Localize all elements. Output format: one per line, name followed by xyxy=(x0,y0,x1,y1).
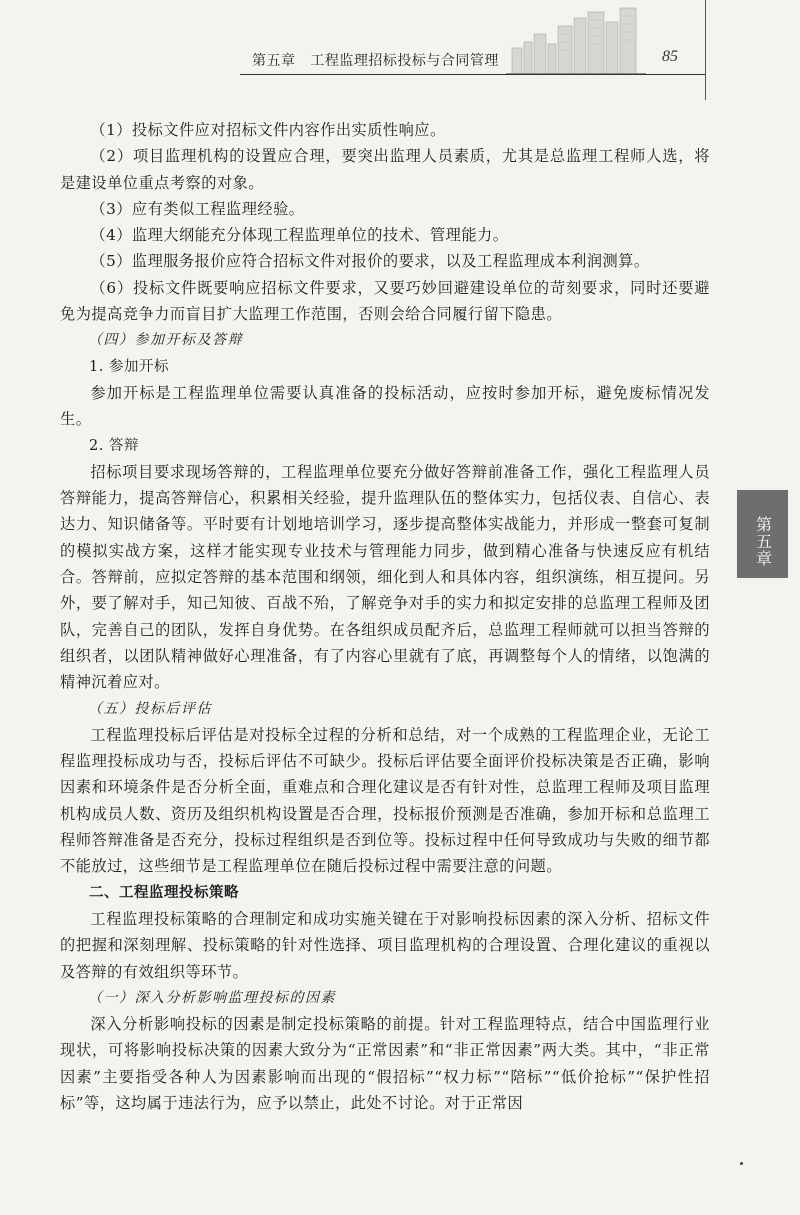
body-paragraph: 工程监理投标后评估是对投标全过程的分析和总结，对一个成熟的工程监理企业，无论工程监理投标成功与否，投标后评估不可缺少。投标后评估要全面评价投标决策是否正确，影响因素和环境条件是否分析全面，重难点和合理化建议是否有针对性，总监理工程师及项目监理机构成员人数、资历及组织机构设置是否合理，投标报价预测是否准确，参加开标和总监理工程师答辩准备是否充分，投标过程组织是否到位等。投标过程中任何导致成功与失败的细节都不能放过，这些细节是工程监理单位在随后投标过程中需要注意的问题。 xyxy=(60,725,710,876)
body-paragraph: 深入分析影响投标的因素是制定投标策略的前提。针对工程监理特点，结合中国监理行业现状，可将影响投标决策的因素大致分为“正常因素”和“非正常因素”两大类。其中，“非正常因素”主要指受各种人为因素影响而出现的“假招标”“权力标”“陪标”“低价抢标”“保护性招标”等，这均属于违法行为，应予以禁止，此处不讨论。对于正常因 xyxy=(60,1015,710,1112)
print-speck xyxy=(740,1162,743,1165)
running-header xyxy=(248,44,708,74)
body-paragraph: 参加开标是工程监理单位需要认真准备的投标活动，应按时参加开标，避免废标情况发生。 xyxy=(60,383,710,429)
skyline-illustration-icon xyxy=(506,4,646,74)
numbered-heading: 2. 答辩 xyxy=(89,437,139,454)
numbered-heading: 1. 参加开标 xyxy=(89,358,169,375)
page-number: 85 xyxy=(662,48,678,65)
header-chapter-title: 工程监理招标投标与合同管理 xyxy=(310,53,499,69)
running-header-title xyxy=(252,50,499,70)
body-paragraph: 工程监理投标策略的合理制定和成功实施关键在于对影响投标因素的深入分析、招标文件的把握和深刻理解、投标策略的针对性选择、项目监理机构的合理设置、合理化建议的重视以及答辩的有效组织等环节。 xyxy=(60,909,710,981)
page-edge-line xyxy=(705,0,706,100)
body-paragraph: （3）应有类似工程监理经验。 xyxy=(90,199,305,218)
chapter-side-tab: 第五章 xyxy=(737,490,788,578)
page-body xyxy=(60,117,710,1116)
body-paragraph: （6）投标文件既要响应招标文件要求，又要巧妙回避建设单位的苛刻要求，同时还要避免为提高竞争力而盲目扩大监理工作范围，否则会给合同履行留下隐患。 xyxy=(60,278,710,324)
body-paragraph: （5）监理服务报价应符合招标文件对报价的要求，以及工程监理成本利润测算。 xyxy=(90,252,650,271)
body-paragraph: （2）项目监理机构的设置应合理，要突出监理人员素质，尤其是总监理工程师人选，将是建设单位重点考察的对象。 xyxy=(60,147,710,192)
subsection-heading: （一）深入分析影响监理投标的因素 xyxy=(88,989,336,1006)
section-heading: 二、工程监理投标策略 xyxy=(89,884,239,901)
subsection-heading: （五）投标后评估 xyxy=(88,700,212,717)
body-paragraph: （1）投标文件应对招标文件内容作出实质性响应。 xyxy=(90,121,446,139)
subsection-heading: （四）参加开标及答辩 xyxy=(88,332,243,349)
header-rule xyxy=(240,74,706,75)
header-chapter: 第五章 xyxy=(252,53,296,69)
body-paragraph: （4）监理大纲能充分体现工程监理单位的技术、管理能力。 xyxy=(90,226,509,245)
body-paragraph: 招标项目要求现场答辩的，工程监理单位要充分做好答辩前准备工作，强化工程监理人员答辩能力，提高答辩信心，积累相关经验，提升监理队伍的整体实力，包括仪表、自信心、表达力、知识储备等。平时要有计划地培训学习，逐步提高整体实战能力，并形成一整套可复制的模拟实战方案，这样才能实现专业技术与管理能力同步，做到精心准备与快速反应有机结合。答辩前，应拟定答辩的基本范围和纲领，细化到人和具体内容，组织演练，相互提问。另外，要了解对手，知己知彼、百战不殆，了解竞争对手的实力和拟定安排的总监理工程师及团队，完善自己的团队，发挥自身优势。在各组织成员配齐后，总监理工程师就可以担当答辩的组织者，以团队精神做好心理准备，有了内容心里就有了底，再调整每个人的情绪，以饱满的精神沉着应对。 xyxy=(60,462,710,692)
